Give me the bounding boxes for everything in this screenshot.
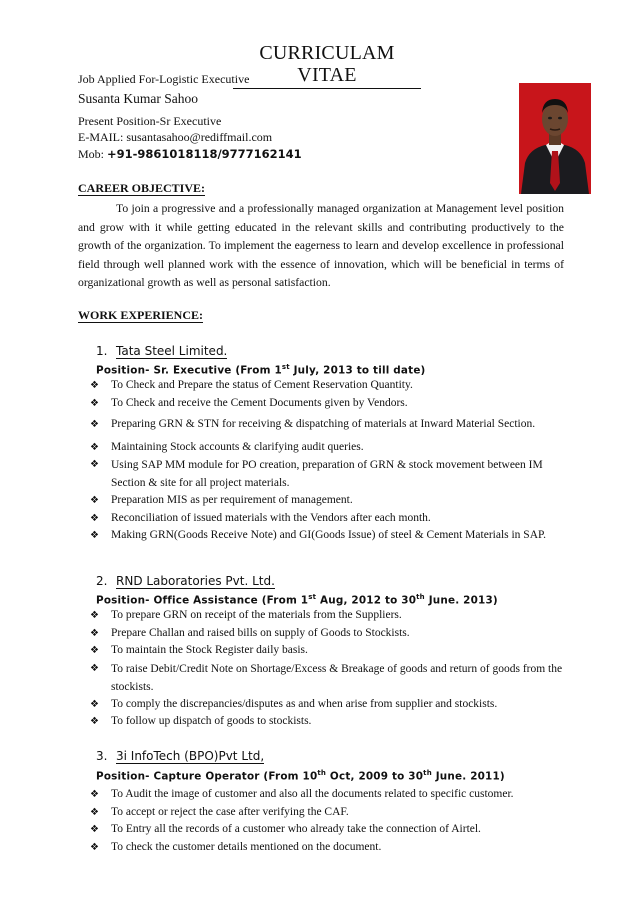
diamond-bullet-icon: ❖ — [90, 716, 99, 727]
mobile — [78, 146, 302, 162]
diamond-bullet-icon: ❖ — [90, 512, 99, 524]
page-title: CURRICULAM VITAE — [233, 42, 421, 89]
duty-text: Prepare Challan and raised bills on supply of Goods to Stockists. — [111, 626, 410, 639]
diamond-bullet-icon: ❖ — [90, 841, 99, 853]
duty-item — [90, 492, 565, 510]
duty-item — [90, 786, 565, 804]
email[interactable]: E-MAIL: susantasahoo@rediffmail.com — [78, 130, 273, 144]
position-sup: st — [281, 363, 290, 371]
duty-item — [90, 607, 565, 625]
duty-item — [90, 439, 565, 457]
mobile-label: Mob: — [78, 147, 108, 161]
duty-item — [90, 696, 565, 714]
duty-item — [90, 713, 565, 731]
position-text: June. 2013) — [424, 594, 498, 607]
duty-text: Maintaining Stock accounts & clarifying audit queries. — [111, 440, 364, 453]
position-sup: th — [423, 769, 432, 777]
duty-item — [90, 625, 565, 643]
career-objective-body: To join a progressive and a professionally managed organization at Management level position and grow with it while getting educated in the relevant skills and contributing productively to the growth of the organization. To implement the eagerness to learn and develop excellence in professional field through well planned work with the essence of innovation, which will be beneficial in terms of organizational growth as well as personal satisfaction. — [78, 202, 564, 289]
diamond-bullet-icon: ❖ — [90, 495, 99, 506]
duty-item — [90, 395, 565, 413]
duty-text: To follow up dispatch of goods to stockists. — [111, 715, 312, 727]
diamond-bullet-icon: ❖ — [90, 662, 99, 674]
duty-item — [90, 804, 565, 822]
company-number: 3. — [96, 749, 108, 763]
diamond-bullet-icon: ❖ — [90, 789, 99, 800]
position-2 — [96, 593, 498, 606]
company-name: Tata Steel Limited. — [116, 344, 228, 358]
duty-text: To Entry all the records of a customer who already take the connection of Airtel. — [111, 823, 481, 835]
duty-text: Using SAP MM module for PO creation, preparation of GRN & stock movement between IM Section & site for all project materials. — [111, 459, 543, 489]
position-sup: th — [317, 769, 327, 777]
job-applied: Job Applied For-Logistic Executive — [78, 72, 250, 86]
position-3 — [96, 769, 505, 782]
position-1 — [96, 363, 426, 376]
position-text: Position- Sr. Executive (From 1 — [96, 364, 282, 377]
duty-text: To prepare GRN on receipt of the materials from the Suppliers. — [111, 609, 402, 621]
position-text: July, 2013 to till date) — [289, 364, 426, 377]
duty-text: Reconciliation of issued materials with the Vendors after each month. — [111, 511, 431, 524]
diamond-bullet-icon: ❖ — [90, 530, 99, 541]
duty-text: To maintain the Stock Register daily basis. — [111, 644, 308, 656]
position-sup: th — [416, 593, 425, 601]
duty-text: To check the customer details mentioned on the document. — [111, 840, 382, 853]
diamond-bullet-icon: ❖ — [90, 824, 99, 835]
position-text: Position- Office Assistance (From 1 — [96, 594, 309, 607]
work-experience-heading: WORK EXPERIENCE: — [78, 308, 204, 322]
duty-text: To Check and receive the Cement Documents given by Vendors. — [111, 396, 408, 409]
job-3-duties — [90, 786, 565, 856]
duty-text: To Check and Prepare the status of Cement Reservation Quantity. — [111, 379, 413, 391]
duty-item — [90, 660, 565, 696]
diamond-bullet-icon: ❖ — [90, 441, 99, 453]
profile-photo — [519, 83, 591, 194]
duty-item — [90, 839, 565, 857]
diamond-bullet-icon: ❖ — [90, 806, 99, 818]
duty-item — [90, 527, 565, 545]
company-2 — [96, 574, 275, 588]
duty-item — [90, 377, 565, 395]
company-3 — [96, 749, 264, 763]
present-position: Present Position-Sr Executive — [78, 114, 222, 128]
duty-item — [90, 416, 565, 434]
candidate-name: Susanta Kumar Sahoo — [78, 91, 198, 106]
duty-item — [90, 510, 565, 528]
duty-text: Making GRN(Goods Receive Note) and GI(Goods Issue) of steel & Cement Materials in SAP. — [111, 529, 547, 541]
company-1 — [96, 344, 227, 358]
duty-item — [90, 821, 565, 839]
diamond-bullet-icon: ❖ — [90, 645, 99, 656]
position-text: Oct, 2009 to 30 — [326, 770, 424, 783]
portrait-image — [519, 83, 591, 194]
diamond-bullet-icon: ❖ — [90, 610, 99, 621]
job-2-duties — [90, 607, 565, 731]
position-text: June. 2011) — [431, 770, 505, 783]
duty-item — [90, 456, 565, 492]
position-text: Position- Capture Operator (From 10 — [96, 770, 318, 783]
position-sup: st — [308, 593, 317, 601]
duty-text: To Audit the image of customer and also all the documents related to specific customer. — [111, 788, 514, 800]
diamond-bullet-icon: ❖ — [90, 397, 99, 409]
career-objective-text — [78, 200, 564, 293]
duty-text: Preparing GRN & STN for receiving & dispatching of materials at Inward Material Section. — [111, 418, 536, 430]
duty-text: Preparation MIS as per requirement of management. — [111, 494, 353, 506]
duty-item — [90, 642, 565, 660]
position-text: Aug, 2012 to 30 — [316, 594, 417, 607]
diamond-bullet-icon: ❖ — [90, 380, 99, 391]
duty-text: To accept or reject the case after verifying the CAF. — [111, 805, 349, 818]
career-objective-heading: CAREER OBJECTIVE: — [78, 181, 206, 195]
duty-text: To comply the discrepancies/disputes as and when arise from supplier and stockists. — [111, 697, 498, 710]
diamond-bullet-icon: ❖ — [90, 459, 99, 470]
diamond-bullet-icon: ❖ — [90, 627, 99, 639]
diamond-bullet-icon: ❖ — [90, 419, 99, 430]
company-number: 1. — [96, 344, 108, 358]
diamond-bullet-icon: ❖ — [90, 698, 99, 710]
company-name: 3i InfoTech (BPO)Pvt Ltd, — [116, 749, 265, 763]
job-1-duties — [90, 377, 565, 545]
duty-text: To raise Debit/Credit Note on Shortage/Excess & Breakage of goods and return of goods from the stockists. — [111, 662, 563, 693]
company-number: 2. — [96, 574, 108, 588]
company-name: RND Laboratories Pvt. Ltd. — [116, 574, 275, 588]
mobile-number: +91-9861018118/9777162141 — [107, 147, 302, 161]
